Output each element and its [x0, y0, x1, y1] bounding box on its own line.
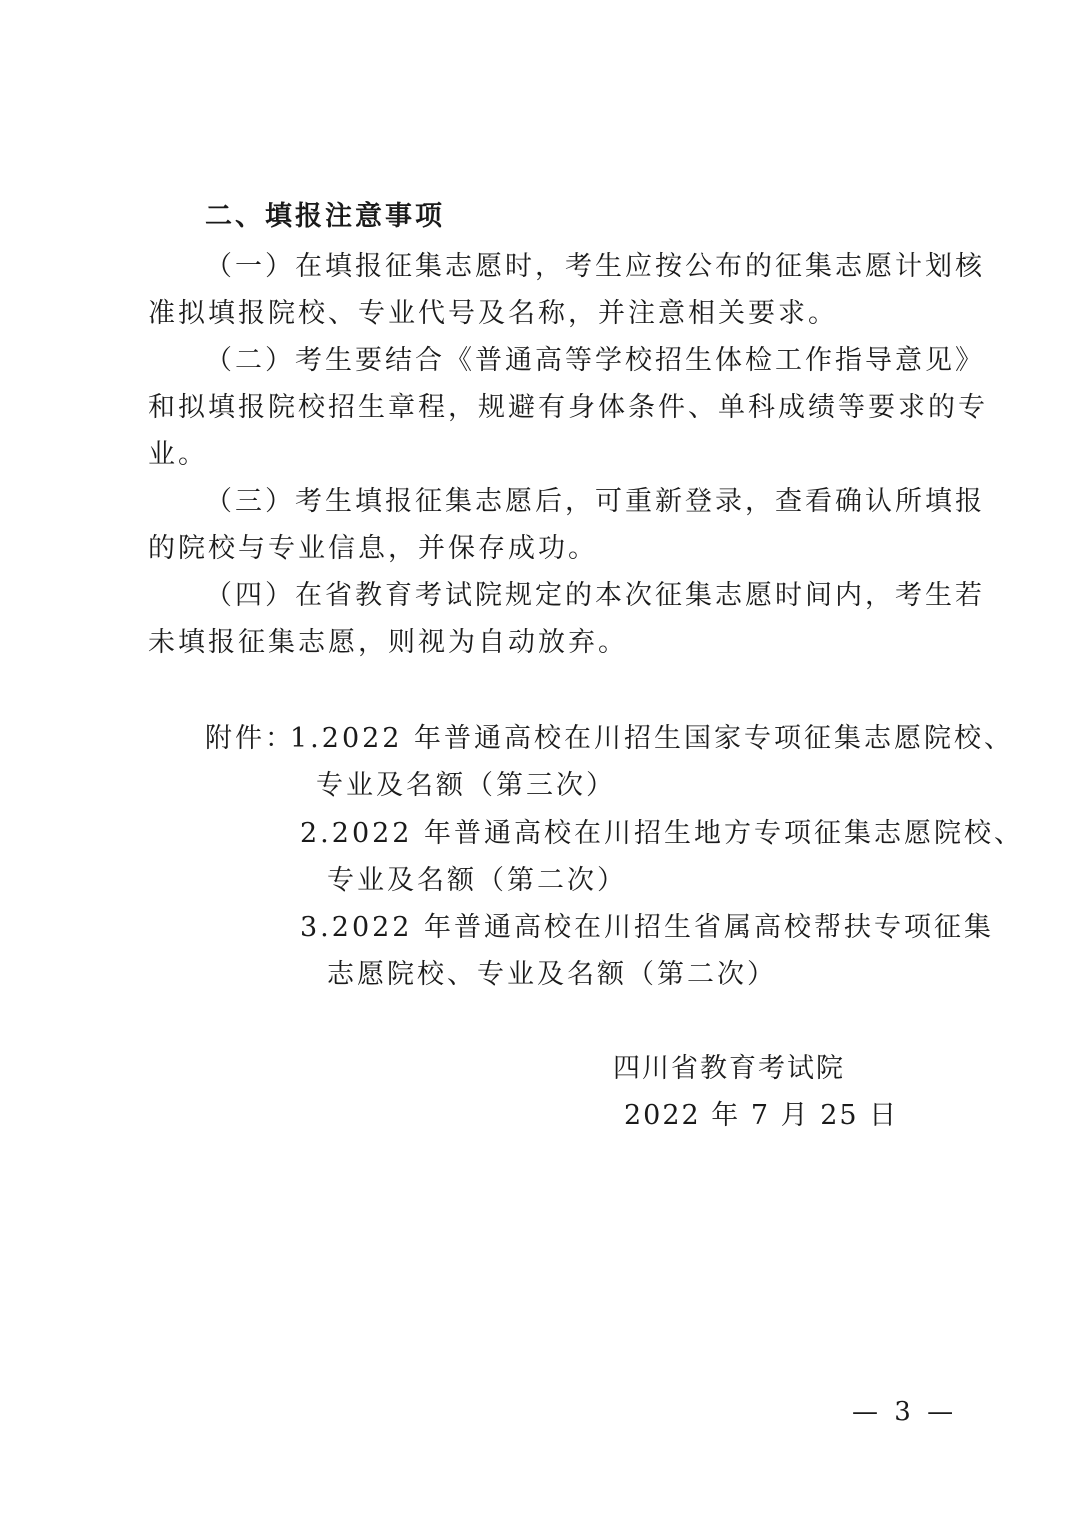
paragraph-line: 未填报征集志愿，则视为自动放弃。 — [148, 627, 628, 658]
attachments-label: 附件： — [205, 723, 295, 754]
signature-organization: 四川省教育考试院 — [613, 1053, 845, 1084]
paragraph-line: 业。 — [148, 439, 208, 470]
attachment-line: 1.2022 年普通高校在川招生国家专项征集志愿院校、 — [290, 723, 1015, 754]
paragraph-line: 准拟填报院校、专业代号及名称，并注意相关要求。 — [148, 298, 838, 329]
attachment-line: 志愿院校、专业及名额（第二次） — [327, 959, 777, 990]
paragraph-line: （四）在省教育考试院规定的本次征集志愿时间内，考生若 — [205, 580, 985, 611]
paragraph-line: 和拟填报院校招生章程，规避有身体条件、单科成绩等要求的专 — [148, 392, 988, 423]
paragraph-line: （三）考生填报征集志愿后，可重新登录，查看确认所填报 — [205, 486, 985, 517]
paragraph-line: （一）在填报征集志愿时，考生应按公布的征集志愿计划核 — [205, 251, 985, 282]
section-heading: 二、填报注意事项 — [205, 201, 445, 232]
attachment-line: 2.2022 年普通高校在川招生地方专项征集志愿院校、 — [300, 818, 1025, 849]
page-number: — 3 — — [852, 1397, 958, 1427]
attachment-line: 专业及名额（第二次） — [327, 865, 627, 896]
attachment-line: 3.2022 年普通高校在川招生省属高校帮扶专项征集 — [300, 912, 995, 943]
paragraph-line: （二）考生要结合《普通高等学校招生体检工作指导意见》 — [205, 345, 985, 376]
attachment-line: 专业及名额（第三次） — [316, 770, 616, 801]
paragraph-line: 的院校与专业信息，并保存成功。 — [148, 533, 598, 564]
signature-date: 2022 年 7 月 25 日 — [624, 1100, 899, 1131]
